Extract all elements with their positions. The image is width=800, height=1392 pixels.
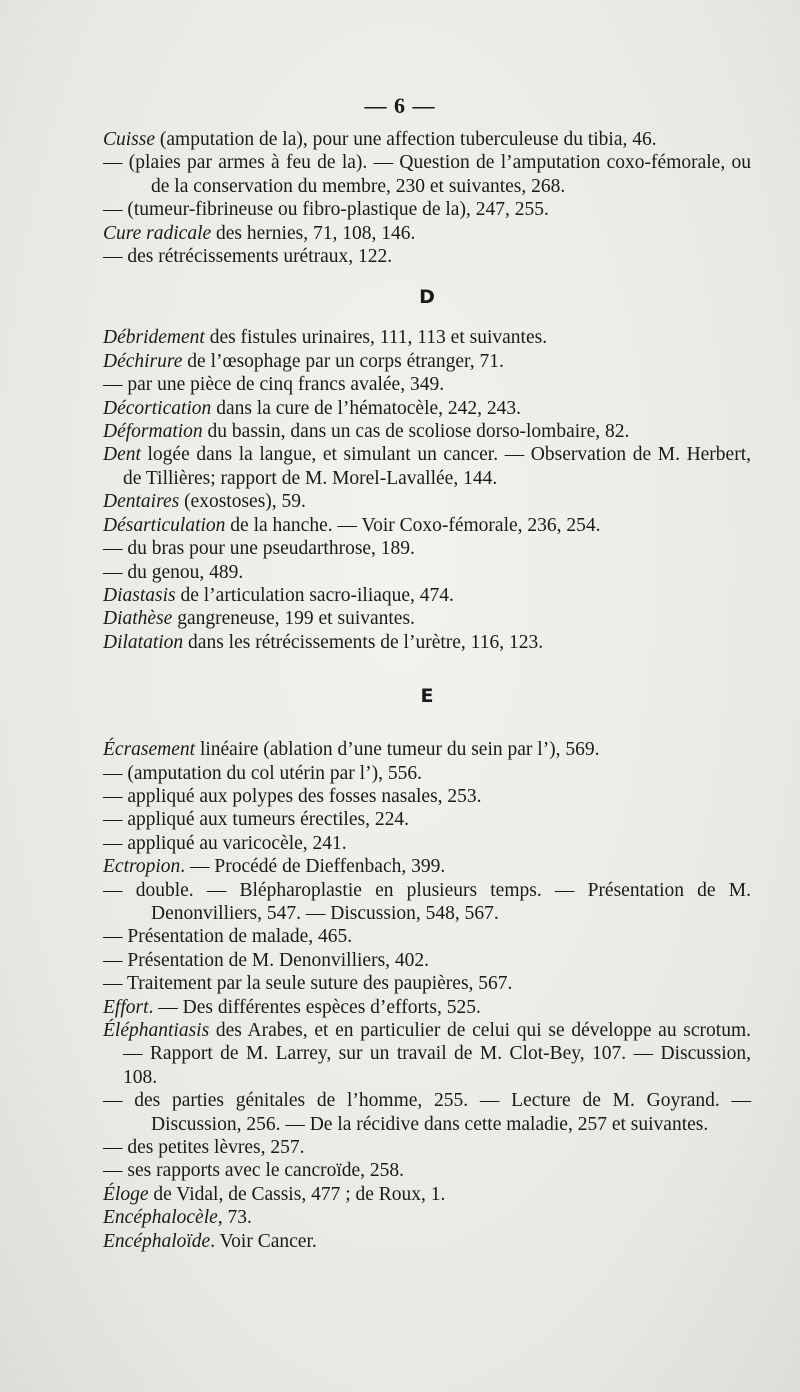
entry-keyword: Débridement: [103, 327, 205, 349]
entry-text: — ses rapports avec le cancroïde, 258.: [103, 1160, 405, 1182]
entry-text: (exostoses), 59.: [179, 491, 306, 513]
entry-text: — double. — Blépharoplastie en plusieurs temps. — Présentation de M. Denonvilliers, 547. — Discussion, 548, 567.: [103, 879, 751, 924]
entry-text: — appliqué aux polypes des fosses nasales, 253.: [103, 785, 482, 807]
entry-text: , 73.: [217, 1207, 252, 1229]
section-c-continued: [103, 128, 751, 268]
entry-text: — du genou, 489.: [103, 561, 244, 583]
index-entry: [103, 808, 751, 831]
entry-text: . Voir Cancer.: [210, 1230, 317, 1252]
entry-text: dans la cure de l’hématocèle, 242, 243.: [211, 397, 522, 419]
entry-text: des Arabes, et en particulier de celui qui se développe au scrotum. — Rapport de M. Larrey, sur un travail de M. Clot-Bey, 107. — Discussion, 108.: [123, 1020, 751, 1088]
index-entry: [103, 1136, 751, 1159]
entry-text: — (tumeur-fibrineuse ou fibro-plastique de la), 247, 255.: [103, 199, 549, 221]
index-entry: [103, 832, 751, 855]
index-entry: [103, 443, 751, 490]
entry-text: . — Procédé de Dieffenbach, 399.: [180, 856, 446, 878]
entry-keyword: Déformation: [103, 421, 203, 443]
entry-text: du bassin, dans un cas de scoliose dorso-lombaire, 82.: [202, 421, 630, 443]
section-e: [103, 738, 751, 1253]
entry-keyword: Diathèse: [103, 608, 173, 630]
entry-text: — appliqué au varicocèle, 241.: [103, 832, 347, 854]
index-entry: [103, 561, 751, 584]
index-entry: [103, 1183, 751, 1206]
section-d: [103, 326, 751, 654]
letter-heading-d: D: [419, 286, 435, 309]
entry-keyword: Dilatation: [103, 631, 184, 653]
index-entry: [103, 537, 751, 560]
entry-keyword: Effort: [103, 996, 149, 1018]
index-entry: [103, 514, 751, 537]
entry-keyword: Désarticulation: [103, 514, 226, 536]
entry-text: . — Des différentes espèces d’efforts, 525.: [148, 996, 481, 1018]
index-entry: [103, 762, 751, 785]
index-entry: [103, 373, 751, 396]
entry-text: de l’œsophage par un corps étranger, 71.: [182, 350, 504, 372]
entry-keyword: Diastasis: [103, 584, 176, 606]
index-entries: [103, 128, 751, 1253]
index-entry: [103, 855, 751, 878]
entry-text: — des parties génitales de l’homme, 255. — Lecture de M. Goyrand. — Discussion, 256. — De la récidive dans cette maladie, 257 et suivantes.: [103, 1090, 751, 1135]
entry-text: — appliqué aux tumeurs érectiles, 224.: [103, 809, 409, 831]
index-entry: [103, 222, 751, 245]
entry-text: — Présentation de malade, 465.: [103, 926, 353, 948]
index-entry: [103, 1019, 751, 1089]
index-entry: [103, 198, 751, 221]
entry-text: de l’articulation sacro-iliaque, 474.: [175, 584, 454, 606]
entry-keyword: Cure radicale: [103, 222, 212, 244]
entry-text: gangreneuse, 199 et suivantes.: [172, 608, 415, 630]
entry-text: — par une pièce de cinq francs avalée, 349.: [103, 374, 445, 396]
entry-text: des fistules urinaires, 111, 113 et suivantes.: [204, 327, 548, 349]
entry-text: de la hanche. — Voir Coxo-fémorale, 236, 254.: [225, 514, 601, 536]
index-entry: [103, 490, 751, 513]
entry-keyword: Éléphantiasis: [103, 1020, 210, 1041]
index-entry: [103, 879, 751, 926]
index-entry: [103, 607, 751, 630]
entry-keyword: Dent: [103, 444, 141, 466]
entry-text: de Vidal, de Cassis, 477 ; de Roux, 1.: [148, 1183, 446, 1205]
entry-keyword: Encéphalocèle: [103, 1207, 218, 1229]
index-entry: [103, 996, 751, 1019]
index-entry: [103, 1159, 751, 1182]
entry-keyword: Encéphaloïde: [103, 1230, 211, 1252]
entry-text: — du bras pour une pseudarthrose, 189.: [103, 538, 415, 560]
entry-text: — Présentation de M. Denonvilliers, 402.: [103, 949, 430, 971]
entry-text: logée dans la langue, et simulant un cancer. — Observation de M. Herbert, de Tillières; rapport de M. Morel-Lavallée, 144.: [123, 444, 751, 489]
index-entry: [103, 1089, 751, 1136]
index-entry: [103, 326, 751, 349]
entry-text: des hernies, 71, 108, 146.: [211, 222, 416, 244]
entry-keyword: Éloge: [103, 1183, 149, 1205]
index-entry: [103, 420, 751, 443]
index-entry: [103, 151, 751, 198]
page-number: — 6 —: [364, 93, 436, 118]
entry-text: linéaire (ablation d’une tumeur du sein par l’), 569.: [195, 739, 600, 761]
entry-text: — des petites lèvres, 257.: [103, 1137, 305, 1159]
entry-text: dans les rétrécissements de l’urètre, 116, 123.: [183, 631, 544, 653]
entry-keyword: Décortication: [103, 397, 212, 419]
index-entry: [103, 1230, 751, 1253]
index-entry: [103, 925, 751, 948]
index-entry: [103, 972, 751, 995]
entry-keyword: Déchirure: [103, 350, 183, 372]
entry-text: — (amputation du col utérin par l’), 556.: [103, 762, 422, 784]
index-entry: [103, 785, 751, 808]
entry-keyword: Cuisse: [103, 129, 156, 150]
letter-heading-e: E: [420, 685, 434, 708]
entry-text: — (plaies par armes à feu de la). — Question de l’amputation coxo-fémorale, ou de la conservation du membre, 230 et suivantes, 268.: [103, 152, 751, 197]
index-entry: [103, 397, 751, 420]
index-entry: [103, 350, 751, 373]
index-entry: [103, 738, 751, 761]
index-entry: [103, 949, 751, 972]
entry-text: — Traitement par la seule suture des paupières, 567.: [103, 973, 513, 995]
index-entry: [103, 128, 751, 151]
entry-keyword: Dentaires: [103, 491, 180, 513]
entry-keyword: Écrasement: [103, 739, 196, 761]
index-entry: [103, 631, 751, 654]
index-entry: [103, 584, 751, 607]
entry-text: (amputation de la), pour une affection tuberculeuse du tibia, 46.: [155, 129, 657, 150]
index-entry: [103, 1206, 751, 1229]
index-entry: [103, 245, 751, 268]
entry-keyword: Ectropion: [103, 856, 181, 878]
entry-text: — des rétrécissements urétraux, 122.: [103, 246, 393, 268]
